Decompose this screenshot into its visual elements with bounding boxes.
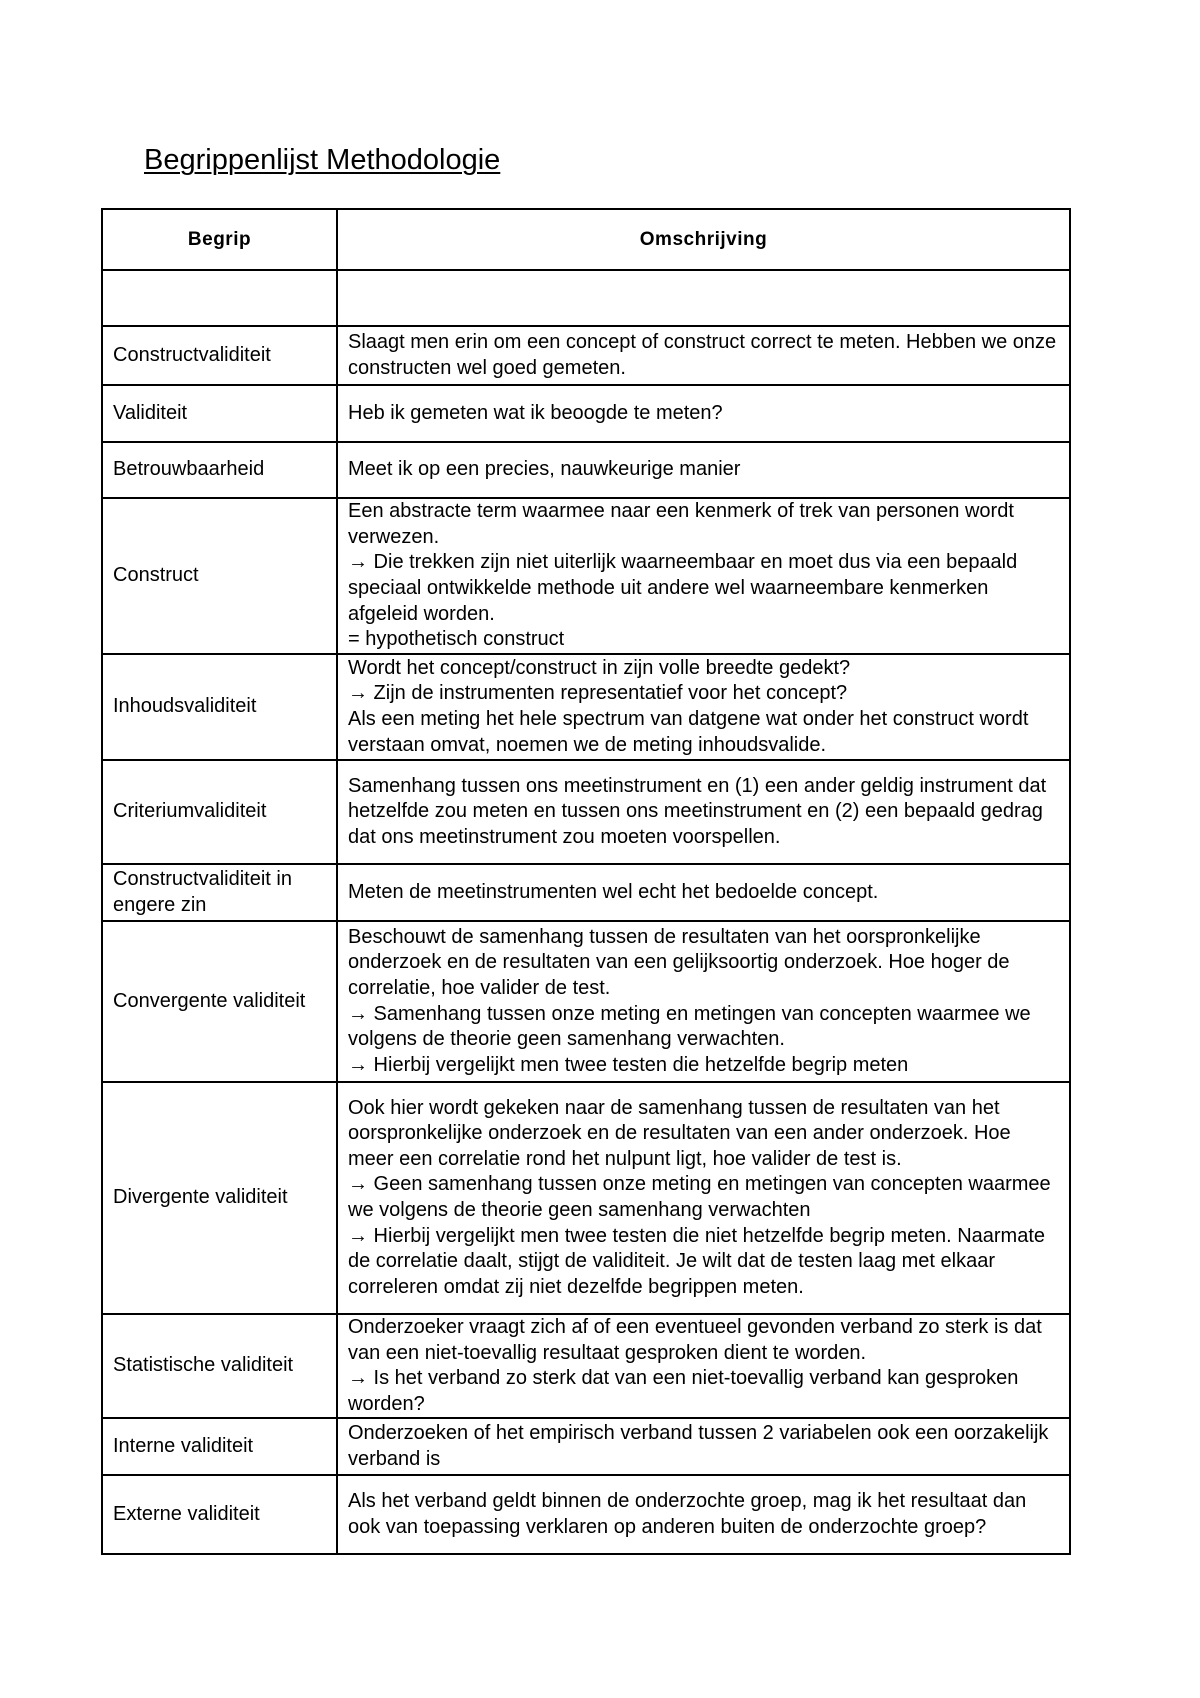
- term-cell: Divergente validiteit: [102, 1082, 337, 1314]
- description-line: Samenhang tussen ons meetinstrument en (1) een ander geldig instrument dat hetzelfde zou meten en tussen ons meetinstrument en (2) een bepaald gedrag dat ons meetinstrument zou moeten voorspellen.: [348, 774, 1047, 848]
- description-line: → Hierbij vergelijkt men twee testen die niet hetzelfde begrip meten. Naarmate de correlatie daalt, stijgt de validiteit. Je wilt dat de testen laag met elkaar correleren omdat zij niet dezelfde begrippen meten.: [348, 1224, 1046, 1298]
- description-line: Heb ik gemeten wat ik beoogde te meten?: [348, 401, 723, 424]
- description-cell: [337, 498, 1070, 654]
- description-line: → Hierbij vergelijkt men twee testen die hetzelfde begrip meten: [348, 1053, 909, 1076]
- table-row: [102, 921, 1070, 1082]
- term-cell: Statistische validiteit: [102, 1314, 337, 1418]
- term-cell: Convergente validiteit: [102, 921, 337, 1082]
- term-cell: Betrouwbaarheid: [102, 442, 337, 498]
- description-cell: [337, 1418, 1070, 1475]
- table-header-row: [102, 209, 1070, 270]
- description-line: → Is het verband zo sterk dat van een niet-toevallig verband kan gesproken worden?: [348, 1367, 1019, 1415]
- term-cell: Inhoudsvaliditeit: [102, 654, 337, 760]
- description-cell: [337, 326, 1070, 385]
- header-description: Omschrijving: [337, 209, 1070, 270]
- terms-table: [101, 208, 1071, 1555]
- description-line: → Geen samenhang tussen onze meting en metingen van concepten waarmee we volgens de theorie geen samenhang verwachten: [348, 1173, 1051, 1221]
- description-cell: [337, 921, 1070, 1082]
- table-body: [102, 270, 1070, 1554]
- description-cell: [337, 385, 1070, 442]
- table-row: [102, 654, 1070, 760]
- description-line: Meten de meetinstrumenten wel echt het bedoelde concept.: [348, 880, 879, 903]
- page-title: Begrippenlijst Methodologie: [144, 144, 501, 176]
- description-line: Slaagt men erin om een concept of construct correct te meten. Hebben we onze constructen wel goed gemeten.: [348, 330, 1057, 379]
- description-line: Ook hier wordt gekeken naar de samenhang tussen de resultaten van het oorspronkelijke onderzoek en de resultaten van een ander onderzoek. Hoe meer een correlatie rond het nulpunt ligt, hoe valider de test is.: [348, 1096, 1011, 1170]
- description-cell: [337, 654, 1070, 760]
- term-cell: Construct: [102, 498, 337, 654]
- description-cell: [337, 270, 1070, 326]
- description-line: Onderzoeken of het empirisch verband tussen 2 variabelen ook een oorzakelijk verband is: [348, 1422, 1049, 1470]
- description-line: Een abstracte term waarmee naar een kenmerk of trek van personen wordt verwezen.: [348, 500, 1014, 548]
- term-cell: Validiteit: [102, 385, 337, 442]
- table-row: [102, 1082, 1070, 1314]
- term-cell: [102, 270, 337, 326]
- table-row: [102, 442, 1070, 498]
- description-line: → Die trekken zijn niet uiterlijk waarneembaar en moet dus via een bepaald speciaal ontwikkelde methode uit andere wel waarneembare kenmerken afgeleid worden.: [348, 551, 1018, 625]
- description-cell: [337, 442, 1070, 498]
- table-row: [102, 498, 1070, 654]
- term-cell: Constructvaliditeit: [102, 326, 337, 385]
- description-line: Onderzoeker vraagt zich af of een eventueel gevonden verband zo sterk is dat van een niet-toevallig resultaat gesproken dient te worden.: [348, 1316, 1042, 1364]
- description-cell: [337, 1314, 1070, 1418]
- table-row: [102, 1314, 1070, 1418]
- table-row: [102, 270, 1070, 326]
- term-cell: Criteriumvaliditeit: [102, 760, 337, 864]
- description-line: Meet ik op een precies, nauwkeurige manier: [348, 458, 741, 481]
- description-cell: [337, 1082, 1070, 1314]
- term-cell: Interne validiteit: [102, 1418, 337, 1475]
- description-cell: [337, 760, 1070, 864]
- description-line: → Samenhang tussen onze meting en metingen van concepten waarmee we volgens de theorie geen samenhang verwachten.: [348, 1002, 1031, 1051]
- table-row: [102, 326, 1070, 385]
- table-row: [102, 1418, 1070, 1475]
- description-cell: [337, 864, 1070, 921]
- term-cell: Externe validiteit: [102, 1475, 337, 1554]
- table-row: [102, 385, 1070, 442]
- description-line: Wordt het concept/construct in zijn volle breedte gedekt?: [348, 656, 851, 679]
- table-row: [102, 1475, 1070, 1554]
- table-row: [102, 864, 1070, 921]
- description-line: Als het verband geldt binnen de onderzochte groep, mag ik het resultaat dan ook van toepassing verklaren op anderen buiten de onderzochte groep?: [348, 1490, 1027, 1538]
- description-cell: [337, 1475, 1070, 1554]
- description-line: → Zijn de instrumenten representatief voor het concept?: [348, 682, 848, 705]
- description-line: Beschouwt de samenhang tussen de resultaten van het oorspronkelijke onderzoek en de resultaten van een gelijksoortig onderzoek. Hoe hoger de correlatie, hoe valider de test.: [348, 925, 1010, 999]
- description-line: Als een meting het hele spectrum van datgene wat onder het construct wordt verstaan omvat, noemen we de meting inhoudsvalide.: [348, 708, 1029, 756]
- description-line: = hypothetisch construct: [348, 628, 565, 651]
- table-row: [102, 760, 1070, 864]
- header-term: Begrip: [102, 209, 337, 270]
- term-cell: Constructvaliditeit in engere zin: [102, 864, 337, 921]
